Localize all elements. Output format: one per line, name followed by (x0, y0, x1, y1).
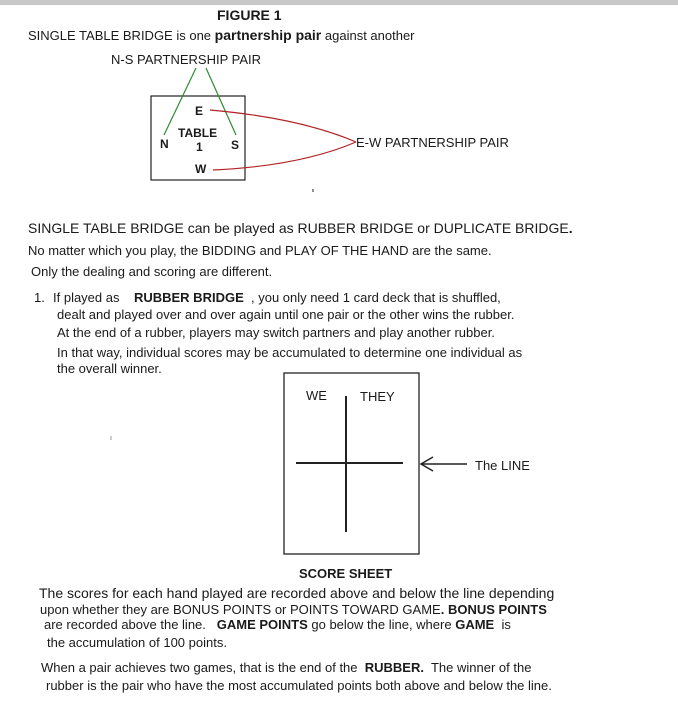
intro-suffix: against another (324, 28, 415, 43)
rubber-line1-bold: RUBBER. (364, 660, 424, 675)
seat-south: S (231, 138, 240, 152)
seat-north: N (160, 137, 169, 151)
list-item-line2: dealt and played over and over again until one pair or the other wins the rubber. (57, 307, 515, 322)
score-sheet-caption: SCORE SHEET (299, 566, 393, 581)
list-item-line1-bold: RUBBER BRIDGE (133, 290, 244, 305)
list-item-line5: the overall winner. (57, 361, 162, 376)
ew-partnership-label: E-W PARTNERSHIP PAIR (356, 135, 509, 150)
list-item-line4: In that way, individual scores may be accumulated to determine one individual as (57, 345, 523, 360)
rubber-line1-suffix: The winner of the (430, 660, 532, 675)
rubber-line1-prefix: When a pair achieves two games, that is the end of the (41, 660, 358, 675)
paragraph1-line3: Only the dealing and scoring are different. (31, 264, 273, 279)
scoring-line2-bold: BONUS POINTS (447, 602, 547, 617)
scoring-line1: The scores for each hand played are recorded above and below the line depending (39, 585, 555, 601)
ns-partnership-label: N-S PARTNERSHIP PAIR (111, 52, 262, 67)
table-number: 1 (196, 140, 203, 154)
scoring-line3-mid: go below the line, where (311, 617, 452, 632)
scoring-line4: the accumulation of 100 points. (47, 635, 227, 650)
scoring-line3-suffix: is (501, 617, 511, 632)
paragraph1-line2: No matter which you play, the BIDDING and PLAY OF THE HAND are the same. (28, 243, 492, 258)
table-label: TABLE (178, 126, 218, 140)
scoring-line2 (40, 602, 547, 618)
seat-west: W (195, 162, 207, 176)
scoring-line3-bold: GAME POINTS (216, 617, 308, 632)
rubber-line1 (41, 660, 531, 676)
scoring-line2-prefix: upon whether they are BONUS POINTS or POINTS TOWARD GAME (40, 602, 441, 617)
scoring-line3-prefix: are recorded above the line. (44, 617, 206, 632)
scoring-line2-dot: . (440, 602, 445, 617)
list-item-line1-prefix: If played as (53, 290, 120, 305)
paragraph1-line1-text: SINGLE TABLE BRIDGE can be played as RUBBER BRIDGE or DUPLICATE BRIDGE (28, 220, 569, 236)
they-label: THEY (360, 389, 395, 404)
the-line-label: The LINE (475, 458, 530, 473)
intro-bold: partnership pair (214, 27, 322, 43)
list-item-line1-suffix: , you only need 1 card deck that is shuffled, (250, 290, 501, 305)
rubber-line2: rubber is the pair who have the most accumulated points both above and below the line. (46, 678, 552, 693)
scoring-line3-bold2: GAME (455, 617, 495, 632)
intro-prefix: SINGLE TABLE BRIDGE is one (28, 28, 212, 43)
paragraph1-line1-end: . (568, 220, 573, 236)
scoring-line3 (44, 617, 511, 633)
list-item-number: 1. (34, 290, 45, 305)
we-label: WE (306, 388, 327, 403)
list-item-line3: At the end of a rubber, players may switch partners and play another rubber. (57, 325, 495, 340)
figure-title: FIGURE 1 (217, 7, 282, 23)
seat-east: E (195, 104, 204, 118)
